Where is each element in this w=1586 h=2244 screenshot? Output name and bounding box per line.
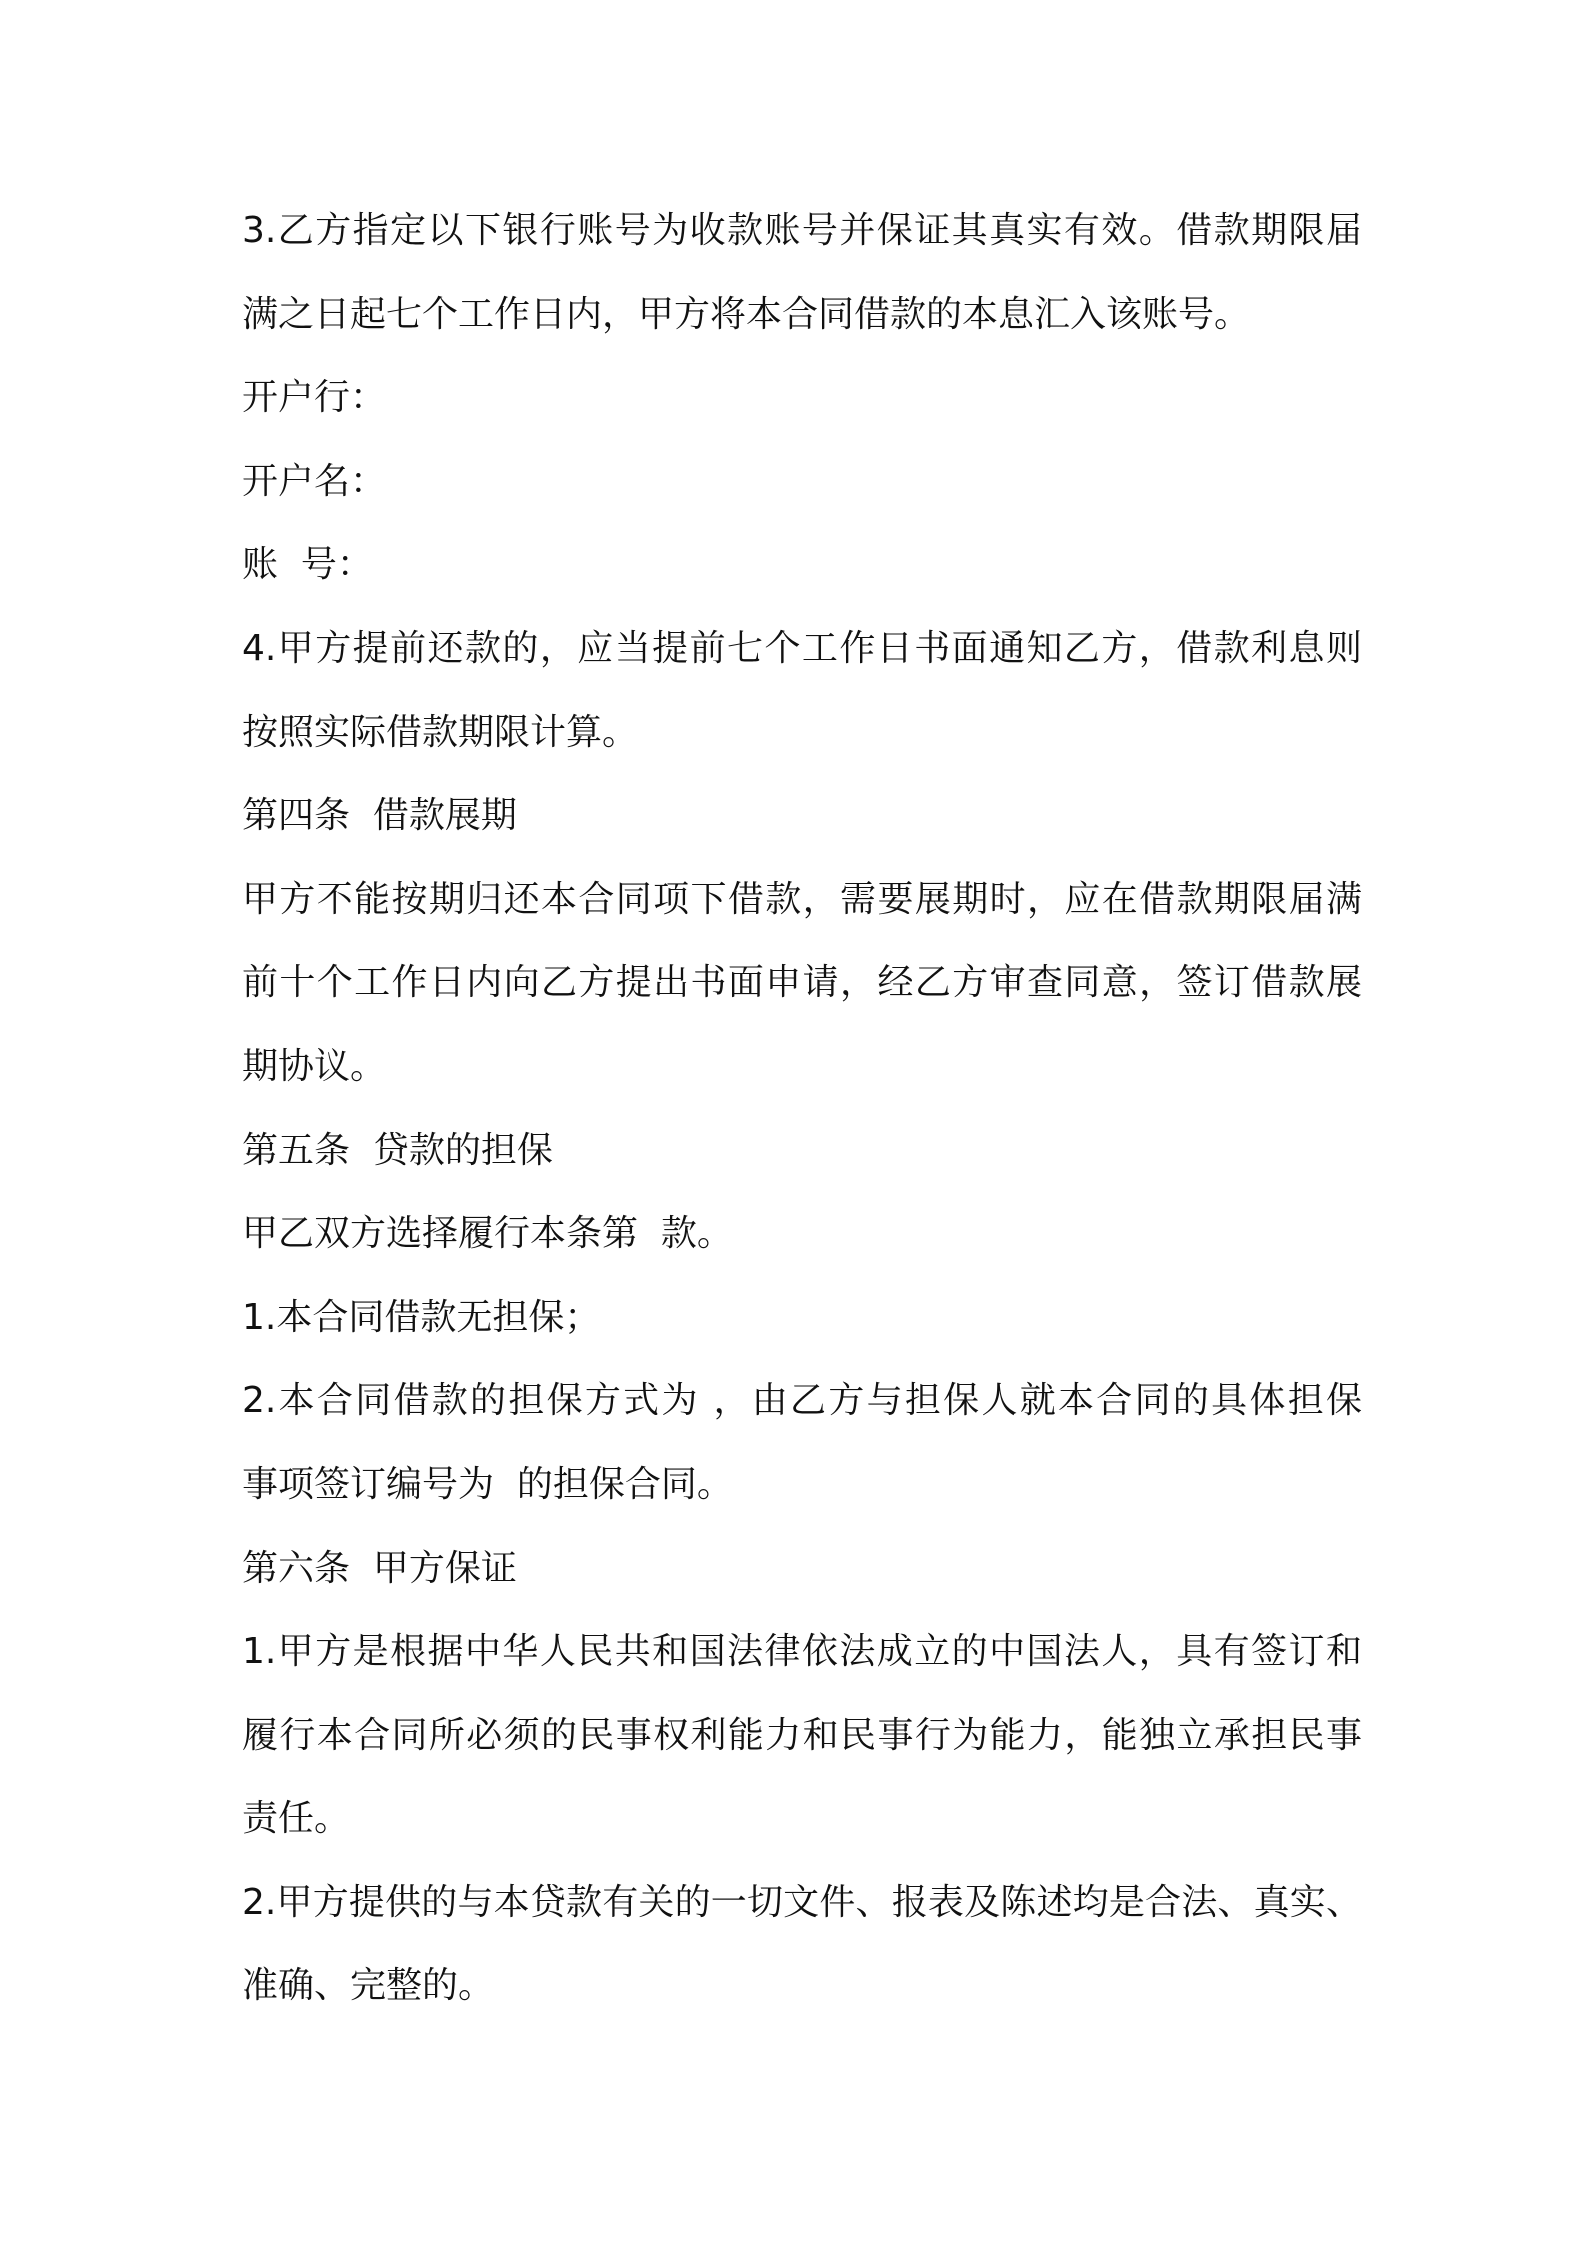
article-six-clause-1-line-2: 履行本合同所必须的民事权利能力和民事行为能力，能独立承担民事 [242, 1714, 1362, 1756]
article-four-line-2: 前十个工作日内向乙方提出书面申请，经乙方审查同意，签订借款展 [242, 962, 1362, 1004]
article-six [242, 1527, 1362, 2029]
article-four-line-1: 甲方不能按期归还本合同项下借款，需要展期时，应在借款期限届满 [242, 878, 1362, 920]
article-five-clause-2-line-2: 事项签订编号为 的担保合同。 [242, 1463, 733, 1505]
document-body [242, 189, 1362, 2028]
article-five-clause-2-line-1: 2.本合同借款的担保方式为 ，由乙方与担保人就本合同的具体担保 [242, 1380, 1362, 1422]
clause-4-line-1: 4.甲方提前还款的，应当提前七个工作日书面通知乙方，借款利息则 [242, 627, 1362, 669]
article-five-clause-1: 1.本合同借款无担保； [242, 1296, 601, 1338]
article-five-heading: 第五条 贷款的担保 [242, 1129, 553, 1171]
article-three-clause-4 [242, 607, 1362, 774]
clause-3-line-1: 3.乙方指定以下银行账号为收款账号并保证其真实有效。借款期限届 [242, 210, 1362, 251]
article-five [242, 1109, 1362, 1527]
account-number-label: 账 号： [242, 544, 373, 586]
clause-4-line-2: 按照实际借款期限计算。 [242, 711, 639, 753]
account-name-label: 开户名： [242, 460, 387, 502]
article-four-heading: 第四条 借款展期 [242, 795, 517, 837]
article-four [242, 774, 1362, 1108]
article-six-clause-1-line-1: 1.甲方是根据中华人民共和国法律依法成立的中国法人，具有签订和 [242, 1631, 1362, 1673]
article-six-clause-2-line-1: 2.甲方提供的与本贷款有关的一切文件、报表及陈述均是合法、真实、 [242, 1881, 1362, 1923]
bank-label: 开户行： [242, 377, 387, 419]
article-six-heading: 第六条 甲方保证 [242, 1547, 517, 1589]
article-six-clause-1-line-3: 责任。 [242, 1798, 351, 1840]
clause-3-line-2: 满之日起七个工作日内，甲方将本合同借款的本息汇入该账号。 [242, 293, 1251, 335]
article-three-clause-3 [242, 189, 1362, 356]
article-five-intro: 甲乙双方选择履行本条第 款。 [242, 1213, 733, 1255]
article-four-line-3: 期协议。 [242, 1045, 387, 1087]
bank-account-fields [242, 356, 1362, 607]
article-six-clause-2-line-2: 准确、完整的。 [242, 1965, 495, 2007]
